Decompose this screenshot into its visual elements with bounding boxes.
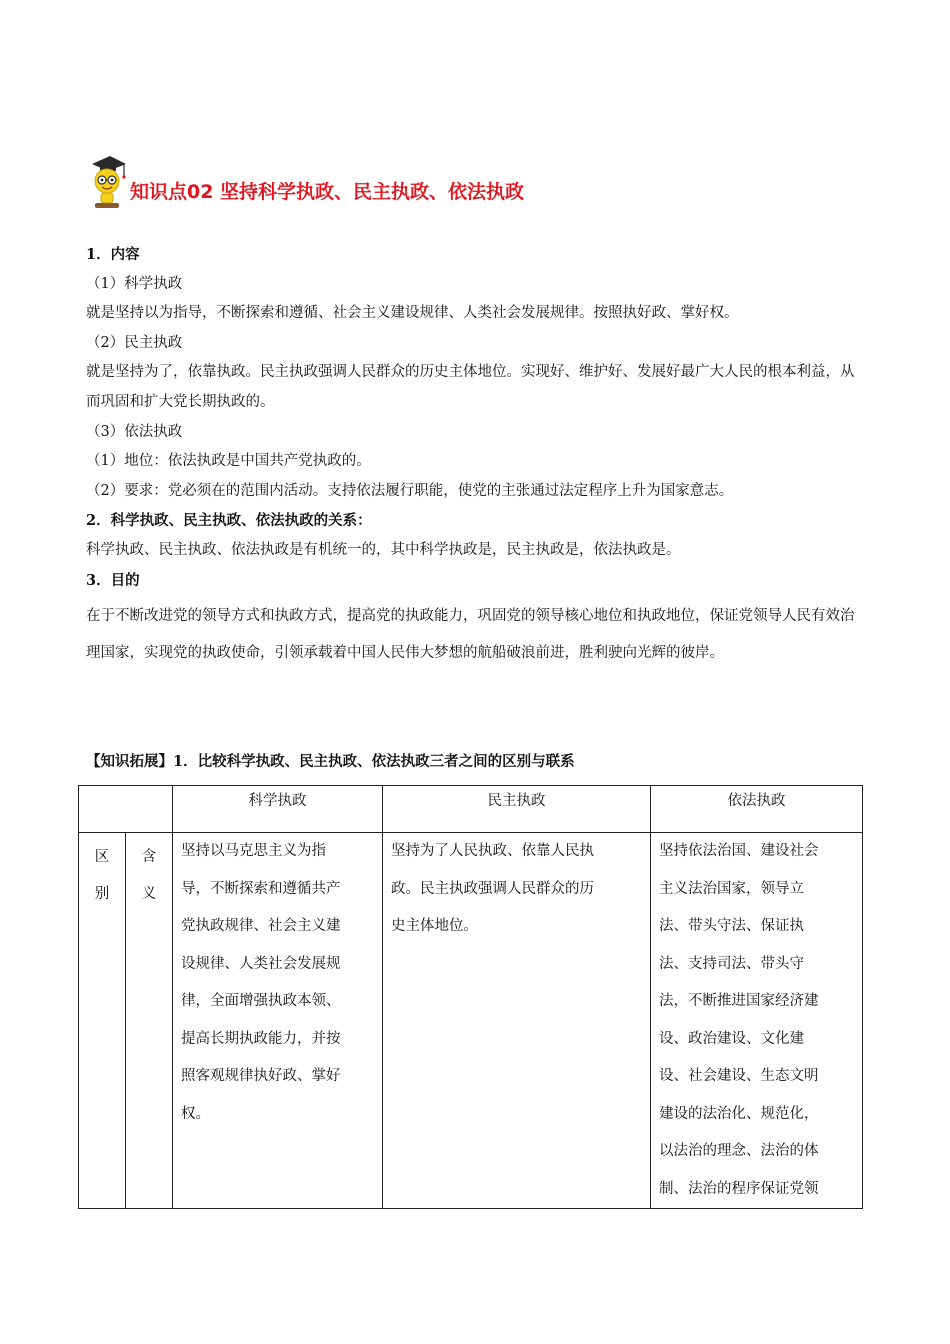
cell-line: 法、带头守法、保证执 bbox=[659, 918, 804, 934]
table-row bbox=[79, 833, 863, 1209]
cell-line: 权。 bbox=[181, 1105, 210, 1122]
cell-line: 坚持依法治国、建设社会 bbox=[659, 843, 819, 859]
row-label-char: 区 bbox=[94, 849, 110, 865]
row-label-char: 含 bbox=[141, 849, 157, 865]
cell-line: 设规律、人类社会发展规 bbox=[181, 955, 341, 972]
cell-line: 坚持以马克思主义为指 bbox=[181, 843, 326, 859]
cell-line: 导，不断探索和遵循共产 bbox=[181, 880, 341, 897]
paragraph: （2）要求：党必须在的范围内活动。支持依法履行职能，使党的主张通过法定程序上升为国家意志。 bbox=[86, 482, 734, 499]
subsection-label: （2）民主执政 bbox=[86, 334, 183, 351]
paragraph: （1）地位：依法执政是中国共产党执政的。 bbox=[86, 453, 371, 470]
row-label-meaning bbox=[126, 833, 173, 1209]
row-label-char: 义 bbox=[141, 886, 157, 902]
paragraph: 在于不断改进党的领导方式和执政方式，提高党的执政能力，巩固党的领导核心地位和执政地位，保证党领导人民有效治理国家，实现党的执政使命，引领承载着中国人民伟大梦想的航船破浪前进，胜利驶向光辉的彼岸。 bbox=[86, 608, 855, 662]
paragraph: 就是坚持以为指导，不断探索和遵循、社会主义建设规律、人类社会发展规律。按照执好政、掌好权。 bbox=[86, 305, 739, 322]
paragraph: 科学执政、民主执政、依法执政是有机统一的，其中科学执政是，民主执政是，依法执政是。 bbox=[86, 541, 681, 558]
table-header: 依法执政 bbox=[651, 786, 863, 833]
cell-scientific bbox=[173, 833, 383, 1209]
section-title bbox=[86, 150, 524, 210]
cell-lawful bbox=[651, 833, 863, 1209]
cell-line: 提高长期执政能力，并按 bbox=[181, 1030, 341, 1047]
row-label-difference bbox=[79, 833, 126, 1209]
page-title: 知识点02 坚持科学执政、民主执政、依法执政 bbox=[130, 181, 525, 203]
cell-line: 史主体地位。 bbox=[391, 918, 478, 934]
row-label-char: 别 bbox=[94, 886, 110, 902]
extension-heading: 【知识拓展】1．比较科学执政、民主执政、依法执政三者之间的区别与联系 bbox=[86, 753, 575, 770]
cell-line: 制、法治的程序保证党领 bbox=[659, 1180, 819, 1197]
graduate-mascot-icon bbox=[86, 154, 128, 210]
cell-line: 照客观规律执好政、掌好 bbox=[181, 1068, 341, 1084]
table-header-empty bbox=[79, 786, 173, 833]
cell-line: 党执政规律、社会主义建 bbox=[181, 918, 341, 934]
table-header-row bbox=[79, 786, 863, 833]
cell-line: 以法治的理念、法治的体 bbox=[659, 1143, 819, 1159]
subsection-label: （1）科学执政 bbox=[86, 275, 183, 292]
cell-line: 建设的法治化、规范化， bbox=[659, 1105, 819, 1122]
section-heading: 2．科学执政、民主执政、依法执政的关系： bbox=[86, 512, 372, 530]
cell-line: 政。民主执政强调人民群众的历 bbox=[391, 880, 594, 897]
cell-line: 法、支持司法、带头守 bbox=[659, 955, 804, 972]
cell-line: 设、政治建设、文化建 bbox=[659, 1030, 804, 1047]
section-heading: 3．目的 bbox=[86, 571, 140, 589]
table-header: 科学执政 bbox=[173, 786, 383, 833]
cell-line: 坚持为了人民执政、依靠人民执 bbox=[391, 843, 594, 859]
table-header: 民主执政 bbox=[383, 786, 651, 833]
cell-democratic bbox=[383, 833, 651, 1209]
cell-line: 法，不断推进国家经济建 bbox=[659, 993, 819, 1009]
comparison-table bbox=[78, 785, 863, 1209]
cell-line: 主义法治国家，领导立 bbox=[659, 880, 804, 897]
cell-line: 律，全面增强执政本领、 bbox=[181, 993, 341, 1009]
paragraph: 就是坚持为了，依靠执政。民主执政强调人民群众的历史主体地位。实现好、维护好、发展好最广大人民的根本利益，从而巩固和扩大党长期执政的。 bbox=[86, 364, 855, 410]
cell-line: 设、社会建设、生态文明 bbox=[659, 1068, 819, 1084]
content-body bbox=[86, 240, 864, 672]
section-heading: 1．内容 bbox=[86, 246, 140, 263]
subsection-label: （3）依法执政 bbox=[86, 423, 183, 440]
